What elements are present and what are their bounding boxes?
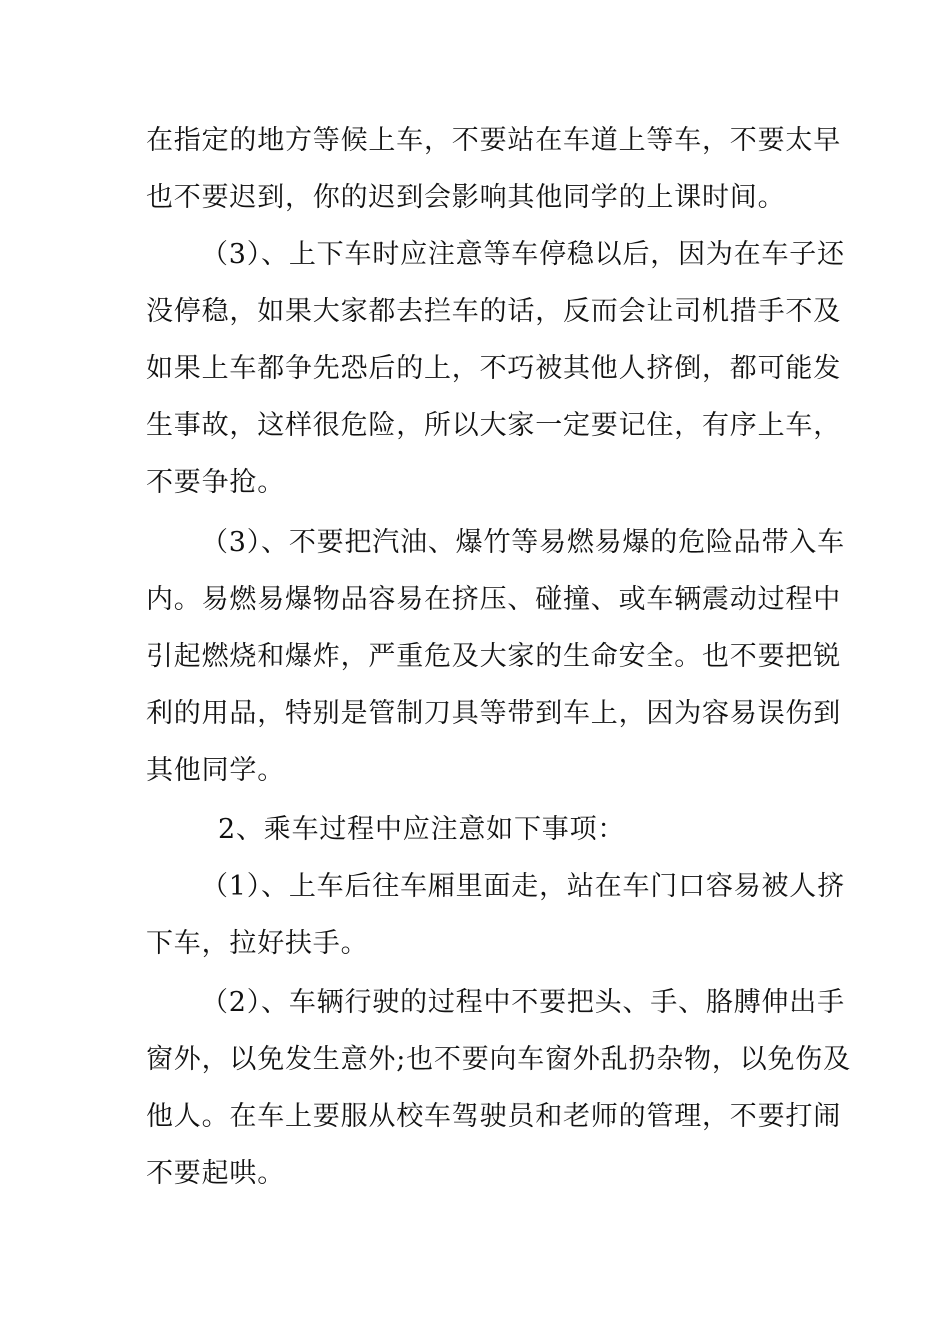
text-line: 也不要迟到，你的迟到会影响其他同学的上课时间。 bbox=[146, 182, 786, 213]
text-line: 不要起哄。 bbox=[146, 1158, 285, 1189]
text-line: 其他同学。 bbox=[146, 755, 285, 786]
text-line: 下车，拉好扶手。 bbox=[146, 928, 369, 959]
section-heading: 2、乘车过程中应注意如下事项： bbox=[218, 814, 626, 845]
text-line: 在指定的地方等候上车，不要站在车道上等车，不要太早 bbox=[146, 125, 841, 156]
text-line: 利的用品，特别是管制刀具等带到车上，因为容易误伤到 bbox=[146, 698, 841, 729]
text-line: 窗外，以免发生意外;也不要向车窗外乱扔杂物，以免伤及 bbox=[146, 1044, 851, 1075]
text-line: 没停稳，如果大家都去拦车的话，反而会让司机措手不及 bbox=[146, 296, 841, 327]
text-line: 引起燃烧和爆炸，严重危及大家的生命安全。也不要把锐 bbox=[146, 641, 841, 672]
text-line: （1）、上车后往车厢里面走，站在车门口容易被人挤 bbox=[201, 871, 845, 902]
text-line: （3）、不要把汽油、爆竹等易燃易爆的危险品带入车 bbox=[201, 527, 845, 558]
text-line: 不要争抢。 bbox=[146, 467, 285, 498]
text-line: 内。易燃易爆物品容易在挤压、碰撞、或车辆震动过程中 bbox=[146, 584, 841, 615]
text-line: （2）、车辆行驶的过程中不要把头、手、胳膊伸出手 bbox=[201, 987, 845, 1018]
text-line: 生事故，这样很危险，所以大家一定要记住，有序上车， bbox=[146, 410, 841, 441]
text-line: 他人。在车上要服从校车驾驶员和老师的管理，不要打闹 bbox=[146, 1101, 841, 1132]
text-line: 如果上车都争先恐后的上，不巧被其他人挤倒，都可能发 bbox=[146, 353, 841, 384]
text-line: （3）、上下车时应注意等车停稳以后，因为在车子还 bbox=[201, 239, 845, 270]
